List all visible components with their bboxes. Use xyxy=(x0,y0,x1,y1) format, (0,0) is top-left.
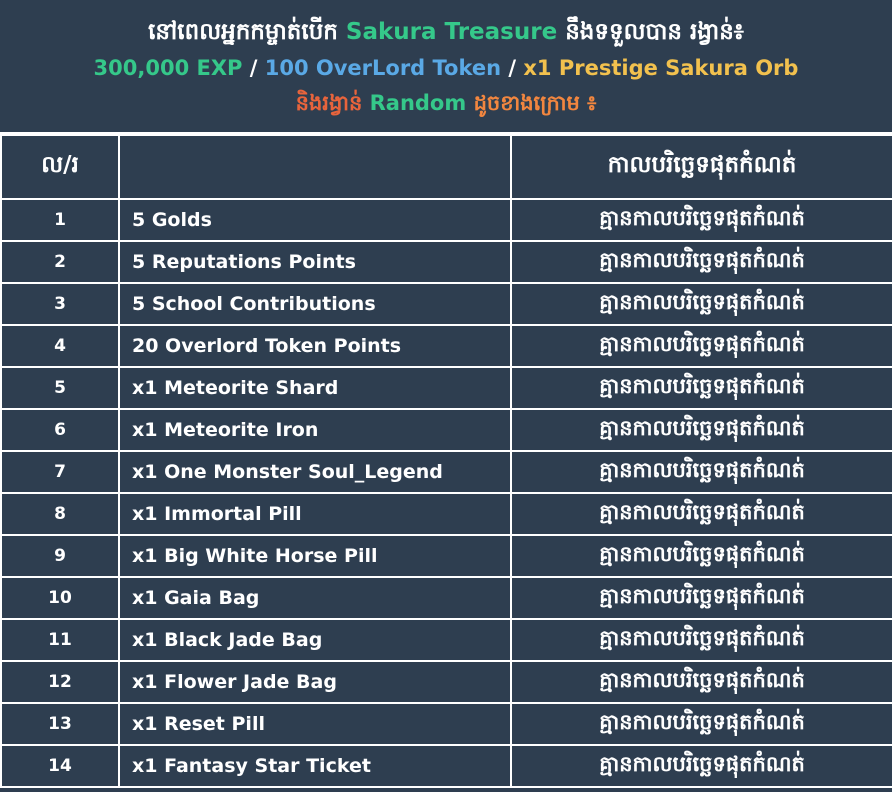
banner-sep-2: / xyxy=(508,56,517,81)
row-expiry: គ្មានកាលបរិច្ឆេទផុតកំណត់ xyxy=(511,619,892,661)
row-index: 9 xyxy=(1,535,119,577)
row-item-name: x1 Reset Pill xyxy=(119,703,511,745)
row-index: 10 xyxy=(1,577,119,619)
table-row xyxy=(1,199,892,241)
table-row xyxy=(1,367,892,409)
table-row xyxy=(1,451,892,493)
row-expiry: គ្មានកាលបរិច្ឆេទផុតកំណត់ xyxy=(511,409,892,451)
reward-table-head xyxy=(1,135,892,199)
table-row xyxy=(1,409,892,451)
row-expiry: គ្មានកាលបរិច្ឆេទផុតកំណត់ xyxy=(511,745,892,787)
row-index: 6 xyxy=(1,409,119,451)
reward-banner xyxy=(0,0,892,134)
table-row xyxy=(1,283,892,325)
row-index: 14 xyxy=(1,745,119,787)
row-item-name: 5 Reputations Points xyxy=(119,241,511,283)
row-expiry: គ្មានកាលបរិច្ឆេទផុតកំណត់ xyxy=(511,283,892,325)
row-item-name: x1 Fantasy Star Ticket xyxy=(119,745,511,787)
table-row xyxy=(1,493,892,535)
banner-token-reward: 100 OverLord Token xyxy=(264,56,502,81)
row-item-name: x1 Immortal Pill xyxy=(119,493,511,535)
row-item-name: x1 Meteorite Iron xyxy=(119,409,511,451)
table-header-row xyxy=(1,135,892,199)
row-index: 1 xyxy=(1,199,119,241)
table-row xyxy=(1,703,892,745)
table-row xyxy=(1,577,892,619)
row-expiry: គ្មានកាលបរិច្ឆេទផុតកំណត់ xyxy=(511,367,892,409)
row-item-name: x1 Gaia Bag xyxy=(119,577,511,619)
table-row xyxy=(1,325,892,367)
row-item-name: x1 Meteorite Shard xyxy=(119,367,511,409)
header-no: ល/រ xyxy=(1,135,119,199)
row-item-name: 5 School Contributions xyxy=(119,283,511,325)
row-index: 12 xyxy=(1,661,119,703)
row-index: 11 xyxy=(1,619,119,661)
row-index: 7 xyxy=(1,451,119,493)
row-item-name: x1 One Monster Soul_Legend xyxy=(119,451,511,493)
row-index: 3 xyxy=(1,283,119,325)
header-item xyxy=(119,135,511,199)
banner-exp-reward: 300,000 EXP xyxy=(93,56,243,81)
table-row xyxy=(1,535,892,577)
row-expiry: គ្មានកាលបរិច្ឆេទផុតកំណត់ xyxy=(511,493,892,535)
row-item-name: x1 Flower Jade Bag xyxy=(119,661,511,703)
banner-treasure-name: Sakura Treasure xyxy=(345,19,558,45)
row-item-name: 20 Overlord Token Points xyxy=(119,325,511,367)
row-item-name: x1 Big White Horse Pill xyxy=(119,535,511,577)
banner-line-1 xyxy=(10,16,882,49)
banner-random-label: Random xyxy=(369,90,467,115)
row-index: 8 xyxy=(1,493,119,535)
row-index: 13 xyxy=(1,703,119,745)
row-index: 4 xyxy=(1,325,119,367)
row-expiry: គ្មានកាលបរិច្ឆេទផុតកំណត់ xyxy=(511,577,892,619)
table-row xyxy=(1,745,892,787)
row-expiry: គ្មានកាលបរិច្ឆេទផុតកំណត់ xyxy=(511,661,892,703)
row-item-name: x1 Black Jade Bag xyxy=(119,619,511,661)
row-expiry: គ្មានកាលបរិច្ឆេទផុតកំណត់ xyxy=(511,703,892,745)
table-row xyxy=(1,241,892,283)
row-expiry: គ្មានកាលបរិច្ឆេទផុតកំណត់ xyxy=(511,325,892,367)
banner-line-3-post: ដូចខាងក្រោម ៖ xyxy=(473,90,597,115)
row-item-name: 5 Golds xyxy=(119,199,511,241)
header-duration: កាលបរិច្ឆេទផុតកំណត់ xyxy=(511,135,892,199)
banner-sep-1: / xyxy=(249,56,258,81)
banner-line-2 xyxy=(10,53,882,83)
banner-orb-reward: x1 Prestige Sakura Orb xyxy=(523,56,799,81)
banner-line-3-pre: និងរង្វាន់ xyxy=(295,90,363,115)
reward-table xyxy=(0,134,892,788)
table-row xyxy=(1,661,892,703)
banner-line-3 xyxy=(10,88,882,118)
row-expiry: គ្មានកាលបរិច្ឆេទផុតកំណត់ xyxy=(511,535,892,577)
row-expiry: គ្មានកាលបរិច្ឆេទផុតកំណត់ xyxy=(511,451,892,493)
row-expiry: គ្មានកាលបរិច្ឆេទផុតកំណត់ xyxy=(511,241,892,283)
row-expiry: គ្មានកាលបរិច្ឆេទផុតកំណត់ xyxy=(511,199,892,241)
table-row xyxy=(1,619,892,661)
banner-line-1-post: នឹងទទួលបាន រង្វាន់៖ xyxy=(565,19,744,45)
row-index: 5 xyxy=(1,367,119,409)
banner-line-1-pre: នៅពេលអ្នកកម្ចាត់បើក xyxy=(148,19,338,45)
row-index: 2 xyxy=(1,241,119,283)
reward-table-body xyxy=(1,199,892,787)
